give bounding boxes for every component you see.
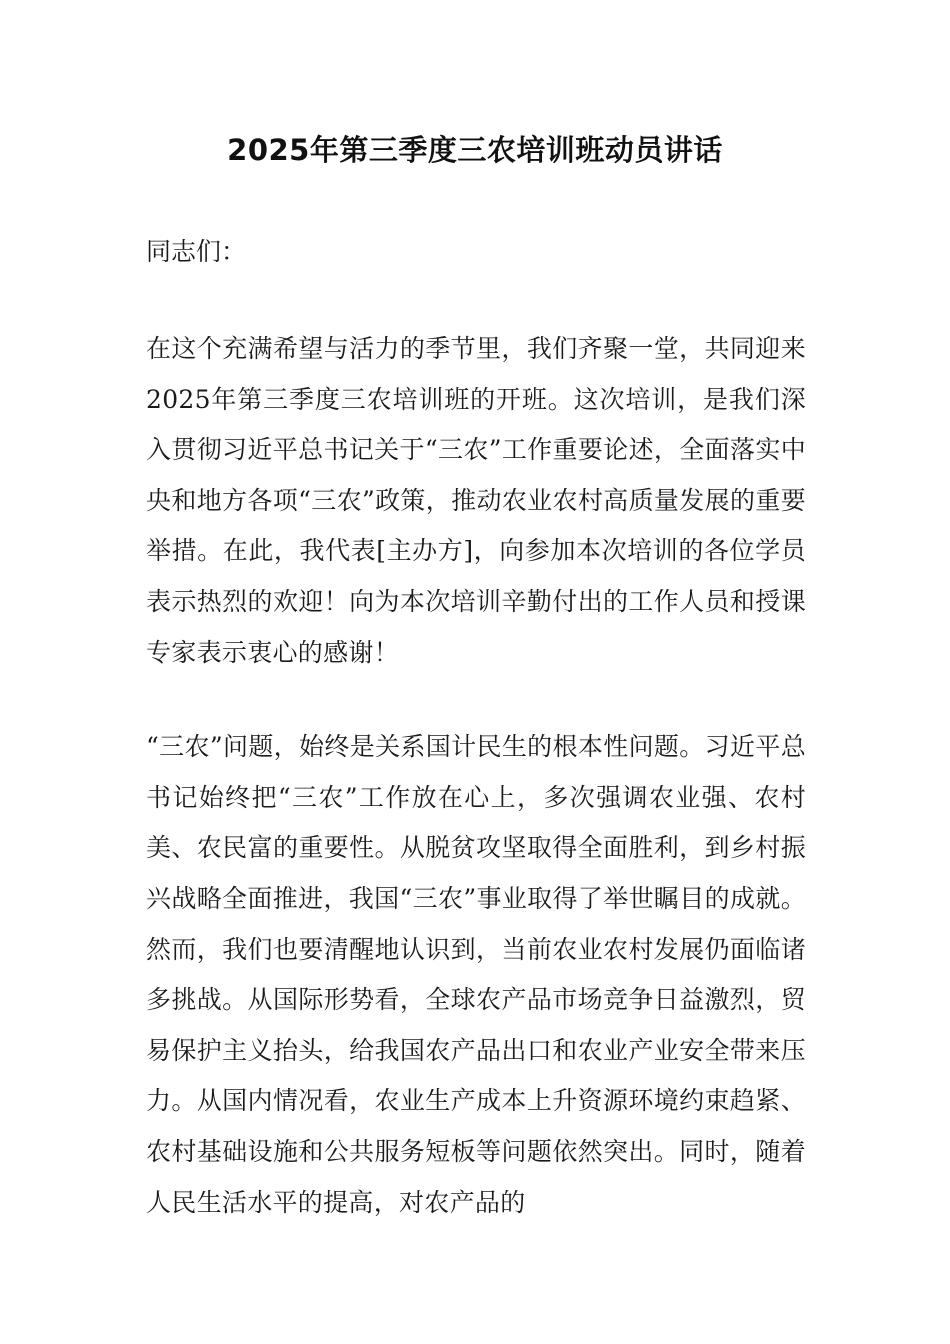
document-title: 2025年第三季度三农培训班动员讲话	[227, 133, 723, 167]
document-body	[146, 232, 806, 1228]
paragraph-three-rural-issues: “三农”问题，始终是关系国计民生的根本性问题。习近平总书记始终把“三农”工作放在心上，多次强调农业强、农村美、农民富的重要性。从脱贫攻坚取得全面胜利，到乡村振兴战略全面推进，我国“三农”事业取得了举世瞩目的成就。然而，我们也要清醒地认识到，当前农业农村发展仍面临诸多挑战。从国际形势看，全球农产品市场竞争日益激烈，贸易保护主义抬头，给我国农产品出口和农业产业安全带来压力。从国内情况看，农业生产成本上升资源环境约束趋紧、农村基础设施和公共服务短板等问题依然突出。同时，随着人民生活水平的提高，对农产品的	[146, 732, 806, 1217]
paragraph-opening: 在这个充满希望与活力的季节里，我们齐聚一堂，共同迎来2025年第三季度三农培训班的开班。这次培训，是我们深入贯彻习近平总书记关于“三农”工作重要论述，全面落实中央和地方各项“三农”政策，推动农业农村高质量发展的重要举措。在此，我代表[主办方]，向参加本次培训的各位学员表示热烈的欢迎！向为本次培训辛勤付出的工作人员和授课专家表示衷心的感谢！	[146, 334, 806, 667]
salutation: 同志们：	[146, 237, 247, 266]
